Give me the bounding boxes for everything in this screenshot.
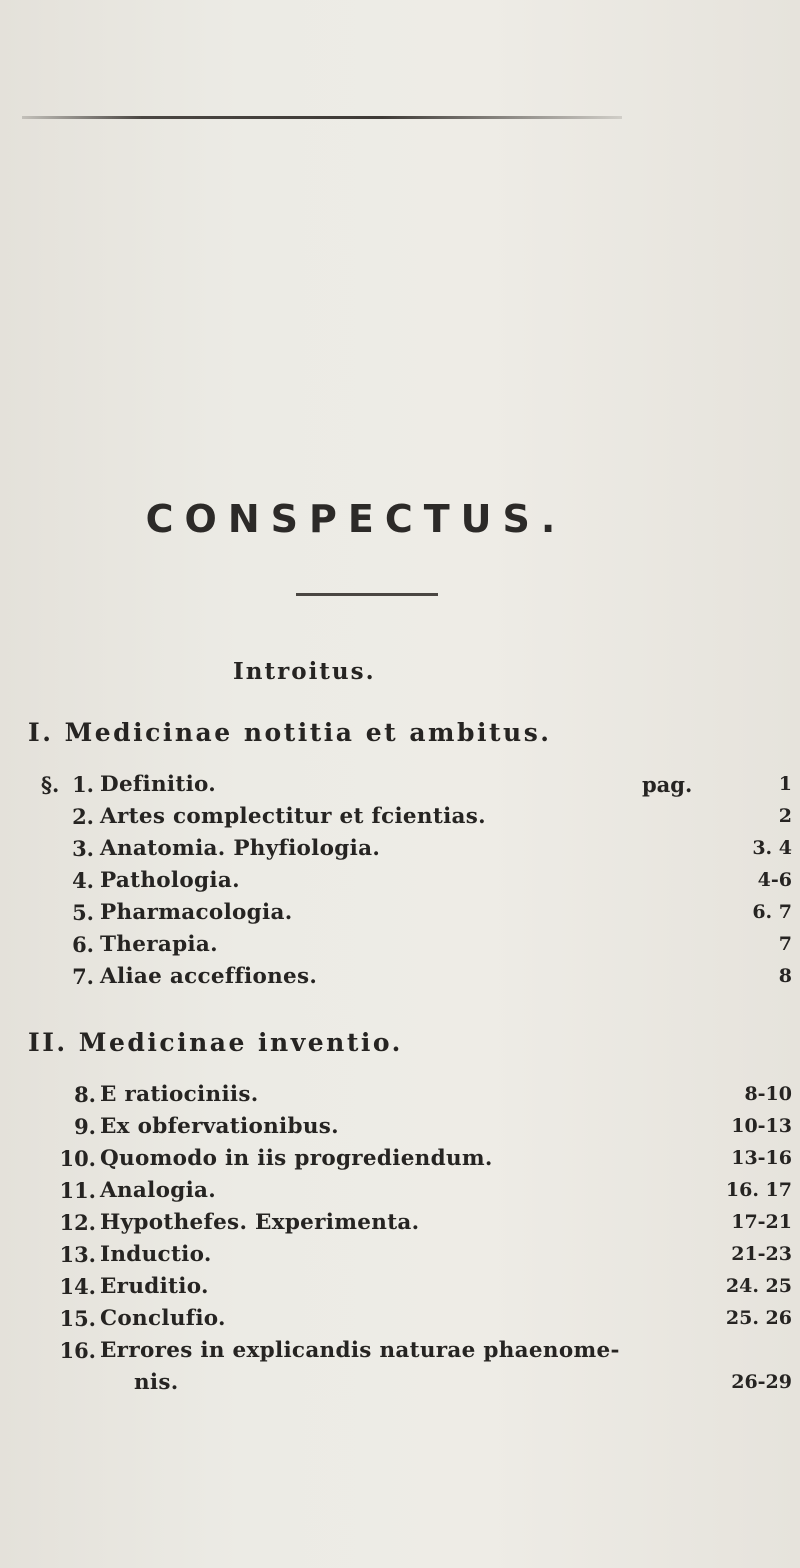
item-page: 8 [778,965,792,987]
item-text: Analogia. [100,1178,217,1203]
item-text: Artes complectitur et fcientias. [100,804,486,829]
item-text: Pathologia. [100,868,240,893]
item-text: Ex obfervationibus. [100,1114,339,1139]
item-text: E ratiociniis. [100,1082,259,1107]
item-text: Anatomia. Phyfiologia. [100,836,381,861]
item-number: 5. [72,900,94,925]
item-text: Quomodo in iis progrediendum. [100,1146,493,1171]
item-page: 7 [778,933,792,955]
item-text: nis. [134,1370,179,1395]
page-title: CONSPECTUS. [145,497,567,541]
item-page: 4-6 [757,869,792,891]
section-heading-2: II. Medicinae inventio. [28,1028,403,1057]
section-heading-1: I. Medicinae notitia et ambitus. [28,718,552,747]
item-page: 17-21 [731,1211,792,1233]
item-number: 8. [74,1082,96,1107]
item-number: 16. [59,1338,96,1363]
item-number: 11. [59,1178,96,1203]
item-text: Hypothefes. Experimenta. [100,1210,420,1235]
item-number: 15. [59,1306,96,1331]
item-page: 25. 26 [725,1307,792,1329]
introitus-heading: Introitus. [233,658,376,685]
item-number: 4. [72,868,94,893]
item-page: 8-10 [744,1083,792,1105]
item-number: 3. [72,836,94,861]
item-page: 26-29 [731,1371,792,1393]
item-page: 6. 7 [752,901,792,923]
item-text: Pharmacologia. [100,900,293,925]
item-page: 10-13 [731,1115,792,1137]
item-number: 1. [72,772,94,797]
item-number: 14. [59,1274,96,1299]
item-page: 1 [778,773,792,795]
item-text: Errores in explicandis naturae phaenome- [100,1338,620,1363]
item-text: Conclufio. [100,1306,226,1331]
item-page: 24. 25 [725,1275,792,1297]
item-page: 2 [778,805,792,827]
item-number: 12. [59,1210,96,1235]
item-number: 6. [72,932,94,957]
item-number: 7. [72,964,94,989]
item-text: Therapia. [100,932,218,957]
title-rule [296,593,438,596]
section-sign: §. [41,772,60,797]
item-number: 10. [59,1146,96,1171]
item-text: Eruditio. [100,1274,209,1299]
item-page: 3. 4 [752,837,792,859]
item-page: 13-16 [731,1147,792,1169]
item-text: Inductio. [100,1242,212,1267]
item-text: Definitio. [100,772,217,797]
item-number: 2. [72,804,94,829]
item-page: 21-23 [731,1243,792,1265]
top-rule [22,116,622,119]
item-page: 16. 17 [725,1179,792,1201]
item-number: 9. [74,1114,96,1139]
item-text: Aliae acceffiones. [100,964,318,989]
item-number: 13. [59,1242,96,1267]
page-label: pag. [642,772,693,797]
